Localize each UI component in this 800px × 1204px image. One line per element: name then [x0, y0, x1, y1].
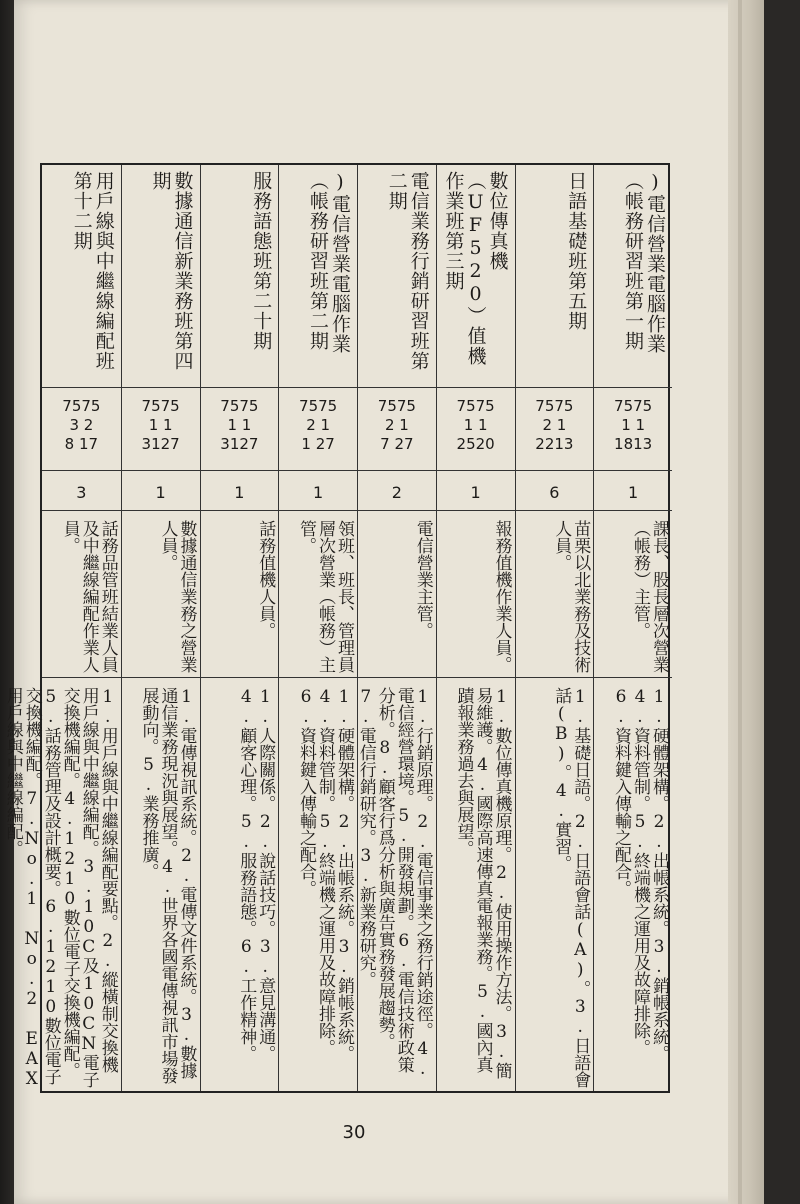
row-divider: [42, 677, 121, 678]
row-divider: [358, 387, 436, 388]
course-name: 日語基礎班第五期: [565, 171, 588, 331]
course-name: 電信業務行銷研習班第二期: [385, 171, 430, 371]
table-column: [278, 165, 357, 1091]
audience-cell: [516, 512, 594, 675]
course-table: [2, 163, 670, 1093]
content-cell: [2, 679, 121, 1091]
target-audience: 話務值機人員。: [255, 520, 276, 639]
row-divider: [594, 510, 672, 511]
course-code-line: 2 1: [306, 416, 331, 434]
course-code-line: 1 1: [621, 416, 646, 434]
table-column: [2, 165, 121, 1091]
course-code-line: 3127: [141, 435, 180, 453]
course-code-line: 7575: [62, 397, 101, 415]
course-code-line: 2 1: [542, 416, 567, 434]
row-divider: [279, 387, 357, 388]
course-name: )電信營業電腦作業（帳務研習班第二期: [307, 171, 351, 354]
course-code-line: 1 27: [301, 435, 335, 453]
row-divider: [122, 677, 200, 678]
course-content: 1.基礎日語。2.日語會話(A)。3.日語會話(B)。4.實習。: [551, 687, 591, 1088]
table-column: [515, 165, 594, 1091]
course-code-line: 8 17: [64, 435, 99, 453]
course-code: [279, 397, 357, 454]
course-code: [516, 397, 594, 454]
course-code-line: 7575: [377, 397, 416, 415]
course-name-cell: [437, 165, 515, 387]
course-content: 1.硬體架構。2.出帳系統。3.銷帳系統。4.資料管制。5.終端機之運用及故障排除。6.資料鍵入傳輸之配合。: [296, 687, 354, 1062]
row-divider: [42, 387, 121, 388]
course-code-line: 1 1: [227, 416, 252, 434]
page-edge: [728, 0, 764, 1204]
class-count: 1: [313, 483, 324, 502]
course-name: 服務語態班第二十期: [250, 171, 273, 351]
row-divider: [358, 510, 436, 511]
row-divider: [437, 387, 515, 388]
course-code-line: 3127: [220, 435, 259, 453]
course-code-line: 3 2: [69, 416, 94, 434]
course-code-line: 1 1: [148, 416, 173, 434]
audience-cell: [201, 512, 279, 675]
page-edge-line: [738, 0, 742, 1204]
target-audience: 數據通信業務之營業人員。: [157, 520, 197, 673]
content-cell: [122, 679, 200, 1091]
row-divider: [42, 470, 121, 471]
course-name-cell: [201, 165, 279, 387]
class-count: 1: [628, 483, 639, 502]
audience-cell: [42, 512, 121, 675]
row-divider: [122, 470, 200, 471]
course-code-line: 7 27: [380, 435, 414, 453]
row-divider: [437, 510, 515, 511]
row-divider: [201, 510, 279, 511]
row-divider: [42, 510, 121, 511]
target-audience: 課長、股長層次營業（帳務）主管。: [630, 520, 669, 673]
row-divider: [201, 470, 279, 471]
course-code: [42, 397, 121, 454]
course-name: 數據通信新業務班第四期: [149, 171, 194, 371]
content-cell: [201, 679, 279, 1091]
course-code-line: 1813: [614, 435, 653, 453]
row-divider: [594, 677, 672, 678]
row-divider: [201, 387, 279, 388]
audience-cell: [594, 512, 672, 675]
class-count: 1: [234, 483, 245, 502]
target-audience: 電信營業主管。: [412, 520, 433, 639]
course-code-line: 7575: [614, 397, 653, 415]
course-code-line: 7575: [535, 397, 574, 415]
table-column: [436, 165, 515, 1091]
content-cell: [355, 679, 436, 1091]
course-code-line: 2 1: [384, 416, 409, 434]
row-divider: [358, 470, 436, 471]
row-divider: [516, 387, 594, 388]
row-divider: [516, 510, 594, 511]
row-divider: [358, 677, 436, 678]
table-column: [357, 165, 436, 1091]
course-content: 1.數位傳真機原理。2.使用操作方法。3.簡易維護。4.國際高速傳真電報業務。5.國內真蹟報業務過去與展望。: [453, 687, 512, 1079]
row-divider: [279, 470, 357, 471]
course-code-line: 2213: [535, 435, 574, 453]
content-cell: [437, 679, 515, 1091]
row-divider: [516, 470, 594, 471]
class-count: 2: [391, 483, 402, 502]
course-name-cell: [122, 165, 200, 387]
course-content: 1.用戶線與中繼線編配要點。2.縱橫制交換機用戶線與中繼線編配。3.10C及10CN電子交換機編配。4.1210數位電子交換機編配。5.話務管理及設計概要。6.1210數位電子交換機編配。7.No.1 No.2 EAX用戶線與中繼線編配。: [2, 687, 118, 1089]
row-divider: [201, 677, 279, 678]
row-divider: [437, 677, 515, 678]
course-code-line: 7575: [141, 397, 180, 415]
course-code: [201, 397, 279, 454]
course-code-line: 7575: [456, 397, 495, 415]
audience-cell: [122, 512, 200, 675]
row-divider: [122, 510, 200, 511]
course-code: [437, 397, 515, 454]
course-name: )電信營業電腦作業（帳務研習班第一期: [622, 171, 666, 354]
table-column: [200, 165, 279, 1091]
content-cell: [594, 679, 672, 1091]
course-code-line: 1 1: [463, 416, 488, 434]
course-name-cell: [358, 165, 436, 387]
class-count: 3: [76, 483, 87, 502]
row-divider: [594, 387, 672, 388]
row-divider: [516, 677, 594, 678]
course-name-cell: [279, 165, 357, 387]
course-content: 1.人際關係。2.說話技巧。3.意見溝通。4.顧客心理。5.服務語態。6.工作精神。: [236, 687, 276, 1062]
class-count: 1: [155, 483, 166, 502]
course-code: [122, 397, 200, 454]
audience-cell: [279, 512, 357, 675]
course-content: 1.行銷原理。2.電信事業之務行銷途徑。4.電信經營環境。5.開發規劃。6.電信技術政策分析。8.顧客行爲分析與廣告實務發展趨勢。7.電信行銷研究。3.新業務研究。: [355, 687, 433, 1079]
target-audience: 苗栗以北業務及技術人員。: [551, 520, 591, 673]
table-column: [121, 165, 200, 1091]
course-name: 用戶線與中繼線編配班第十二期: [70, 171, 115, 371]
course-code-line: 2520: [456, 435, 495, 453]
target-audience: 領班、班長、管理員層次營業（帳務）主管。: [296, 520, 354, 673]
course-name-cell: [594, 165, 672, 387]
row-divider: [279, 510, 357, 511]
class-count: 1: [470, 483, 481, 502]
course-content: 1.硬體架構。2.出帳系統。3.銷帳系統。4.資料管制。5.終端機之運用及故障排除。6.資料鍵入傳輸之配合。: [611, 687, 669, 1062]
course-name: 數位傳真機（UF520）值機作業班第三期: [442, 171, 509, 366]
course-code-line: 7575: [220, 397, 259, 415]
content-cell: [516, 679, 594, 1091]
row-divider: [279, 677, 357, 678]
page-number: 30: [342, 1122, 366, 1143]
audience-cell: [358, 512, 436, 675]
target-audience: 報務值機作業人員。: [491, 520, 512, 673]
course-name-cell: [42, 165, 121, 387]
row-divider: [437, 470, 515, 471]
target-audience: 話務品管班結業人員及中繼線編配作業人員。: [59, 520, 118, 673]
course-code-line: 7575: [299, 397, 338, 415]
row-divider: [594, 470, 672, 471]
audience-cell: [437, 512, 515, 675]
book-page: [2, 0, 764, 1204]
content-cell: [279, 679, 357, 1091]
table-column: [593, 165, 672, 1091]
course-name-cell: [516, 165, 594, 387]
row-divider: [122, 387, 200, 388]
course-content: 1.電傳視訊系統。2.電傳文件系統。3.數據通信業務現況與展望。4.世界各國電傳視訊市場發展動向。5.業務推廣。: [138, 687, 197, 1084]
course-code: [594, 397, 672, 454]
class-count: 6: [549, 483, 560, 502]
course-code: [358, 397, 436, 454]
